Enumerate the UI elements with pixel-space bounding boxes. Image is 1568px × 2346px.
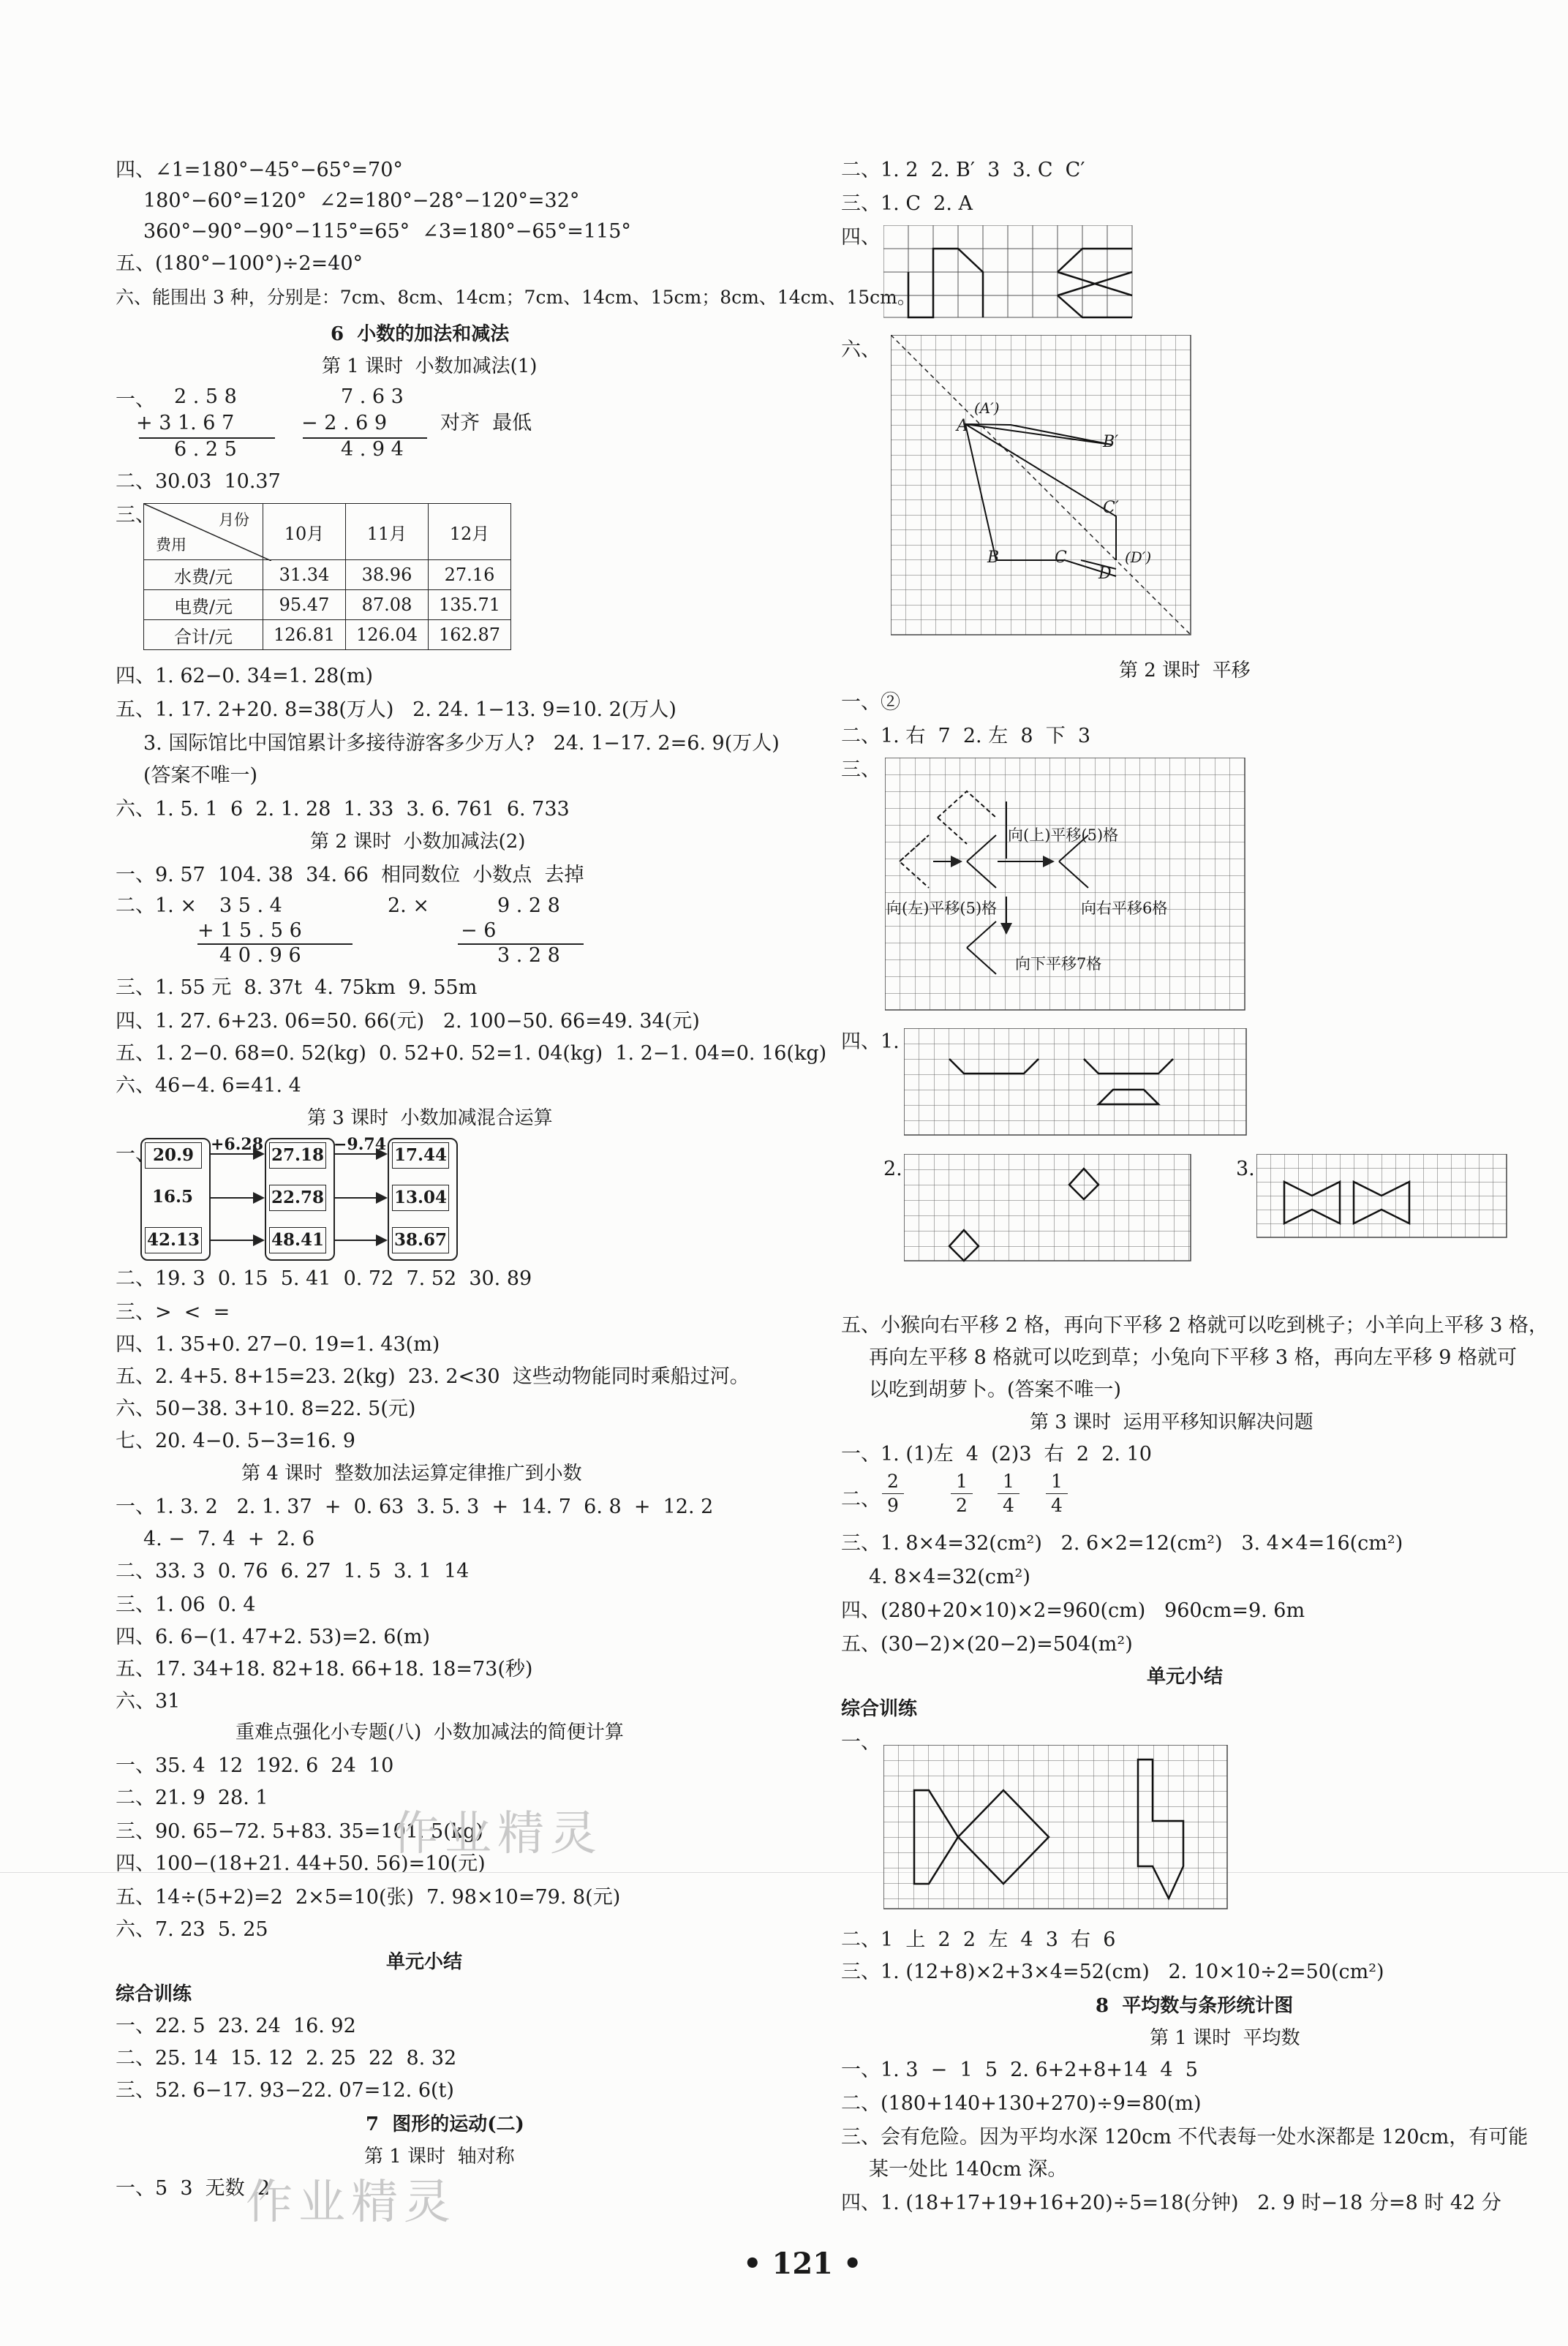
r-q3: 三、1. C 2. A: [841, 192, 973, 215]
table-cell: 95.47: [263, 590, 346, 620]
l1-q6: 六、1. 5. 1 6 2. 1. 28 1. 33 3. 6. 761 6. 733: [116, 798, 570, 821]
summary-grid: [883, 1745, 1229, 1912]
l3-q2: 二、19. 3 0. 15 5. 41 0. 72 7. 52 30. 89: [116, 1267, 532, 1290]
sum-q2: 二、25. 14 15. 12 2. 25 22 8. 32: [116, 2047, 457, 2070]
t-q4-grid-1: [904, 1028, 1248, 1138]
l2-q4: 四、1. 27. 6+23. 06=50. 66(元) 2. 100−50. 66=49. 34(元): [116, 1010, 700, 1033]
page-number: • 121 •: [743, 2247, 862, 2281]
p-q3: 三、1. 8×4=32(cm²) 2. 6×2=12(cm²) 3. 4×4=16(cm²): [841, 1532, 1403, 1555]
l1-q1-add-top: 2 . 5 8: [174, 385, 237, 408]
l2-q3: 三、1. 55 元 8. 37t 4. 75km 9. 55m: [116, 976, 478, 999]
l1-q1-add-res: 6 . 2 5: [174, 438, 237, 461]
p-q2-label: 二、: [841, 1488, 881, 1511]
corner-top-label: 月份: [219, 511, 249, 529]
flow-cell: 22.78: [269, 1185, 326, 1211]
l4-q3: 三、1. 06 0. 4: [116, 1593, 256, 1616]
note-left: 向(左)平移(5)格: [886, 899, 998, 917]
left-summary-title: 单元小结: [386, 1951, 463, 1973]
p-q1: 一、1. (1)左 4 (2)3 右 2 2. 10: [841, 1443, 1152, 1466]
point-a-prime: (A′): [974, 399, 1000, 417]
point-c-prime: C′: [1103, 499, 1119, 517]
table-cell: 27.16: [429, 560, 511, 590]
sp-q2: 二、21. 9 28. 1: [116, 1787, 268, 1809]
point-c: C: [1055, 548, 1067, 567]
point-d: D: [1098, 565, 1112, 583]
t-q4-grid-2: [904, 1154, 1192, 1264]
r-q6-label: 六、: [841, 339, 881, 361]
t-q4-2-label: 2.: [883, 1158, 902, 1180]
sp-q1: 一、35. 4 12 192. 6 24 10: [116, 1754, 394, 1777]
table-cell: 38.96: [346, 560, 429, 590]
angle-answer-line-2: 180°−60°=120° ∠2=180°−28°−120°=32°: [143, 189, 580, 212]
translation-grid: [885, 758, 1246, 1014]
sp-q5: 五、14÷(5+2)=2 2×5=10(张) 7. 98×10=79. 8(元): [116, 1886, 621, 1909]
scan-fold-line: [0, 1872, 1568, 1873]
fee-table-corner: [144, 504, 263, 560]
numerator: 1: [951, 1470, 973, 1494]
u8-lesson1-title: 第 1 课时 平均数: [1150, 2027, 1300, 2049]
l3-q6: 六、50−38. 3+10. 8=22. 5(元): [116, 1398, 416, 1420]
t-q2: 二、1. 右 7 2. 左 8 下 3: [841, 725, 1091, 747]
l1-q5-3: 3. 国际馆比中国馆累计多接待游客多少万人? 24. 1−17. 2=6. 9(万人): [143, 732, 780, 755]
l1-q2: 二、30.03 10.37: [116, 470, 281, 493]
t-q4-grid-3: [1256, 1154, 1508, 1242]
l1-q5: 五、1. 17. 2+20. 8=38(万人) 2. 24. 1−13. 9=10. 2(万人): [116, 698, 676, 721]
r-lesson3-title: 第 3 课时 运用平移知识解决问题: [1030, 1411, 1313, 1433]
left-comprehensive: 综合训练: [116, 1983, 192, 2005]
l3-q4: 四、1. 35+0. 27−0. 19=1. 43(m): [116, 1333, 440, 1356]
page-number-value: 121: [772, 2247, 833, 2281]
r-q4-label: 四、: [841, 226, 881, 249]
lesson3-title: 第 3 课时 小数加减混合运算: [307, 1107, 553, 1129]
flow-arrows: [208, 1141, 391, 1258]
angle-answer-line-4: 五、(180°−100°)÷2=40°: [116, 252, 363, 275]
s-q2: 二、1 上 2 2 左 4 3 右 6: [841, 1928, 1116, 1951]
p-q4: 四、(280+20×10)×2=960(cm) 960cm=9. 6m: [841, 1599, 1305, 1622]
l4-q1-4: 4. − 7. 4 + 2. 6: [143, 1528, 315, 1550]
u7-q1: 一、5 3 无数 2: [116, 2177, 271, 2200]
l2-q1: 一、9. 57 104. 38 34. 66 相同数位 小数点 去掉: [116, 864, 584, 886]
flow-cell: 17.44: [392, 1142, 449, 1169]
point-a: A: [957, 417, 968, 435]
sum-q3: 三、52. 6−17. 93−22. 07=12. 6(t): [116, 2079, 454, 2102]
l1-q1-sub-top: 7 . 6 3: [341, 385, 404, 408]
table-cell: 87.08: [346, 590, 429, 620]
flow-op-1: +6.28: [211, 1135, 264, 1154]
l1-q5-note: (答案不唯一): [143, 764, 258, 787]
month-header: 11月: [346, 504, 429, 560]
right-summary-title: 单元小结: [1147, 1666, 1224, 1688]
a-q3-b: 某一处比 140cm 深。: [869, 2158, 1068, 2181]
unit6-title: 6 小数的加法和减法: [331, 323, 510, 345]
special-topic-title: 重难点强化小专题(八) 小数加减法的简便计算: [235, 1721, 624, 1743]
watermark: 作业精灵: [246, 2176, 456, 2230]
table-cell: 135.71: [429, 590, 511, 620]
t-q1: 一、②: [841, 691, 900, 714]
r-lesson2-title: 第 2 课时 平移: [1119, 660, 1251, 682]
flow-cell: 48.41: [269, 1227, 326, 1253]
angle-answer-line-1: 四、∠1=180°−45°−65°=70°: [116, 159, 403, 181]
point-b-prime: B′: [1103, 433, 1119, 451]
l2-q6: 六、46−4. 6=41. 4: [116, 1074, 301, 1097]
sum-q1: 一、22. 5 23. 24 16. 92: [116, 2015, 356, 2037]
denominator: 2: [956, 1495, 968, 1516]
l4-q4: 四、6. 6−(1. 47+2. 53)=2. 6(m): [116, 1626, 431, 1648]
l1-q1-label: 一、: [116, 388, 155, 411]
l2-q2-a-top: 3 5 . 4: [219, 894, 282, 917]
month-header: 12月: [429, 504, 511, 560]
a-q3: 三、会有危险。因为平均水深 120cm 不代表每一处水深都是 120cm，有可能: [841, 2126, 1529, 2149]
flow-op-2: −9.74: [333, 1135, 387, 1154]
flow-cell: 20.9: [145, 1142, 202, 1169]
fraction: [998, 1470, 1019, 1517]
watermark: 作业精灵: [392, 1807, 603, 1861]
flow-cell: 42.13: [145, 1227, 202, 1253]
l2-q2-label: 二、1. ×: [116, 894, 197, 917]
l2-q2-a-mid: + 1 5 . 5 6: [197, 919, 302, 942]
p-q5: 五、(30−2)×(20−2)=504(m²): [841, 1633, 1133, 1656]
l2-q2-b-label: 2. ×: [388, 894, 429, 917]
angle-answer-line-5: 六、能围出 3 种，分别是：7cm、8cm、14cm；7cm、14cm、15cm；8cm、14cm、15cm。: [116, 287, 916, 308]
l2-q2-a-res: 4 0 . 9 6: [219, 944, 301, 967]
note-down: 向下平移7格: [1015, 955, 1102, 973]
l2-q2-b-res: 3 . 2 8: [497, 944, 560, 967]
lesson1-title: 第 1 课时 小数加减法(1): [322, 355, 538, 377]
sp-q4: 四、100−(18+21. 44+50. 56)=10(元): [116, 1852, 486, 1875]
table-row: [144, 620, 511, 650]
lesson2-title: 第 2 课时 小数加减法(2): [310, 831, 526, 853]
l1-q1-sub-res: 4 . 9 4: [341, 438, 404, 461]
l2-q2-b-mid: − 6: [461, 919, 497, 942]
symmetry-grid: [883, 225, 1134, 319]
denominator: 4: [1051, 1495, 1063, 1516]
l3-q1-label: 一、: [116, 1143, 155, 1166]
flow-cell: 27.18: [269, 1142, 326, 1169]
t-q3-label: 三、: [841, 758, 881, 781]
l4-q1: 一、1. 3. 2 2. 1. 37 + 0. 63 3. 5. 3 + 14. 7 6. 8 + 12. 2: [116, 1496, 714, 1518]
u7-lesson1-title: 第 1 课时 轴对称: [364, 2146, 515, 2168]
unit7-title: 7 图形的运动(二): [366, 2113, 524, 2135]
note-up: 向(上)平移(5)格: [1008, 826, 1119, 844]
s-q1-label: 一、: [841, 1731, 881, 1754]
flow-cell: 13.04: [392, 1185, 449, 1211]
a-q1: 一、1. 3 − 1 5 2. 6+2+8+14 4 5: [841, 2059, 1198, 2081]
table-cell: 126.81: [263, 620, 346, 650]
l1-q1-sub-mid: − 2 . 6 9: [301, 412, 388, 434]
numerator: 1: [1046, 1470, 1068, 1494]
a-q4: 四、1. (18+17+19+16+20)÷5=18(分钟) 2. 9 时−18 分=8 时 42 分: [841, 2192, 1501, 2214]
corner-bottom-label: 费用: [156, 536, 186, 554]
l2-q2-b-top: 9 . 2 8: [497, 894, 560, 917]
denominator: 4: [1003, 1495, 1014, 1516]
p-q3-4: 4. 8×4=32(cm²): [869, 1566, 1030, 1588]
numerator: 1: [998, 1470, 1019, 1494]
lesson4-title: 第 4 课时 整数加法运算定律推广到小数: [241, 1463, 582, 1485]
l3-q3: 三、> < =: [116, 1301, 230, 1324]
fraction: [951, 1470, 973, 1517]
l1-q1-add-mid: + 3 1. 6 7: [136, 412, 235, 434]
s-q3: 三、1. (12+8)×2+3×4=52(cm) 2. 10×10÷2=50(cm²): [841, 1961, 1384, 1983]
table-row: [144, 560, 511, 590]
table-cell: 31.34: [263, 560, 346, 590]
month-header: 10月: [263, 504, 346, 560]
l2-q5: 五、1. 2−0. 68=0. 52(kg) 0. 52+0. 52=1. 04(kg) 1. 2−1. 04=0. 16(kg): [116, 1042, 827, 1065]
note-right: 向右平移6格: [1081, 899, 1168, 917]
t-q4-3-label: 3.: [1236, 1158, 1255, 1180]
fee-table-header: [144, 504, 511, 560]
angle-answer-line-3: 360°−90°−90°−115°=65° ∠3=180°−65°=115°: [143, 220, 631, 243]
axis-symmetry-grid: [891, 335, 1192, 657]
row-label: 电费/元: [144, 590, 263, 620]
l4-q6: 六、31: [116, 1690, 181, 1713]
unit8-title: 8 平均数与条形统计图: [1096, 1995, 1294, 2017]
row-label: 水费/元: [144, 560, 263, 590]
denominator: 9: [887, 1495, 899, 1516]
l1-q1-words: 对齐 最低: [440, 412, 532, 434]
l1-q4: 四、1. 62−0. 34=1. 28(m): [116, 665, 374, 687]
t-q5: 五、小猴向右平移 2 格，再向下平移 2 格就可以吃到桃子；小羊向上平移 3 格，: [841, 1314, 1549, 1337]
t-q4-label: 四、1.: [841, 1030, 900, 1053]
r-q2: 二、1. 2 2. B′ 3 3. C C′: [841, 159, 1085, 181]
row-label: 合计/元: [144, 620, 263, 650]
point-d-prime: (D′): [1125, 548, 1152, 566]
fraction: [1046, 1470, 1068, 1517]
right-comprehensive: 综合训练: [841, 1698, 918, 1720]
l3-q5: 五、2. 4+5. 8+15=23. 2(kg) 23. 2<30 这些动物能同时乘船过河。: [116, 1365, 750, 1388]
fee-table: [143, 503, 511, 650]
sp-q3: 三、90. 65−72. 5+83. 35=101. 5(kg): [116, 1820, 483, 1843]
t-q5-b: 再向左平移 8 格就可以吃到草；小兔向下平移 3 格，再向左平移 9 格就可: [869, 1346, 1518, 1369]
flow-cell: 16.5: [151, 1187, 194, 1207]
a-q2: 二、(180+140+130+270)÷9=80(m): [841, 2092, 1202, 2115]
table-row: [144, 590, 511, 620]
t-q5-c: 以吃到胡萝卜。(答案不唯一): [869, 1378, 1122, 1401]
point-b: B: [987, 548, 1000, 567]
l1-q3-label: 三、: [116, 504, 155, 527]
table-cell: 162.87: [429, 620, 511, 650]
flow-cell: 38.67: [392, 1227, 449, 1253]
sp-q6: 六、7. 23 5. 25: [116, 1918, 268, 1941]
l4-q2: 二、33. 3 0. 76 6. 27 1. 5 3. 1 14: [116, 1560, 470, 1583]
numerator: 2: [882, 1470, 904, 1494]
l4-q5: 五、17. 34+18. 82+18. 66+18. 18=73(秒): [116, 1658, 533, 1681]
table-cell: 126.04: [346, 620, 429, 650]
fraction: [882, 1470, 904, 1517]
l3-q7: 七、20. 4−0. 5−3=16. 9: [116, 1430, 355, 1452]
